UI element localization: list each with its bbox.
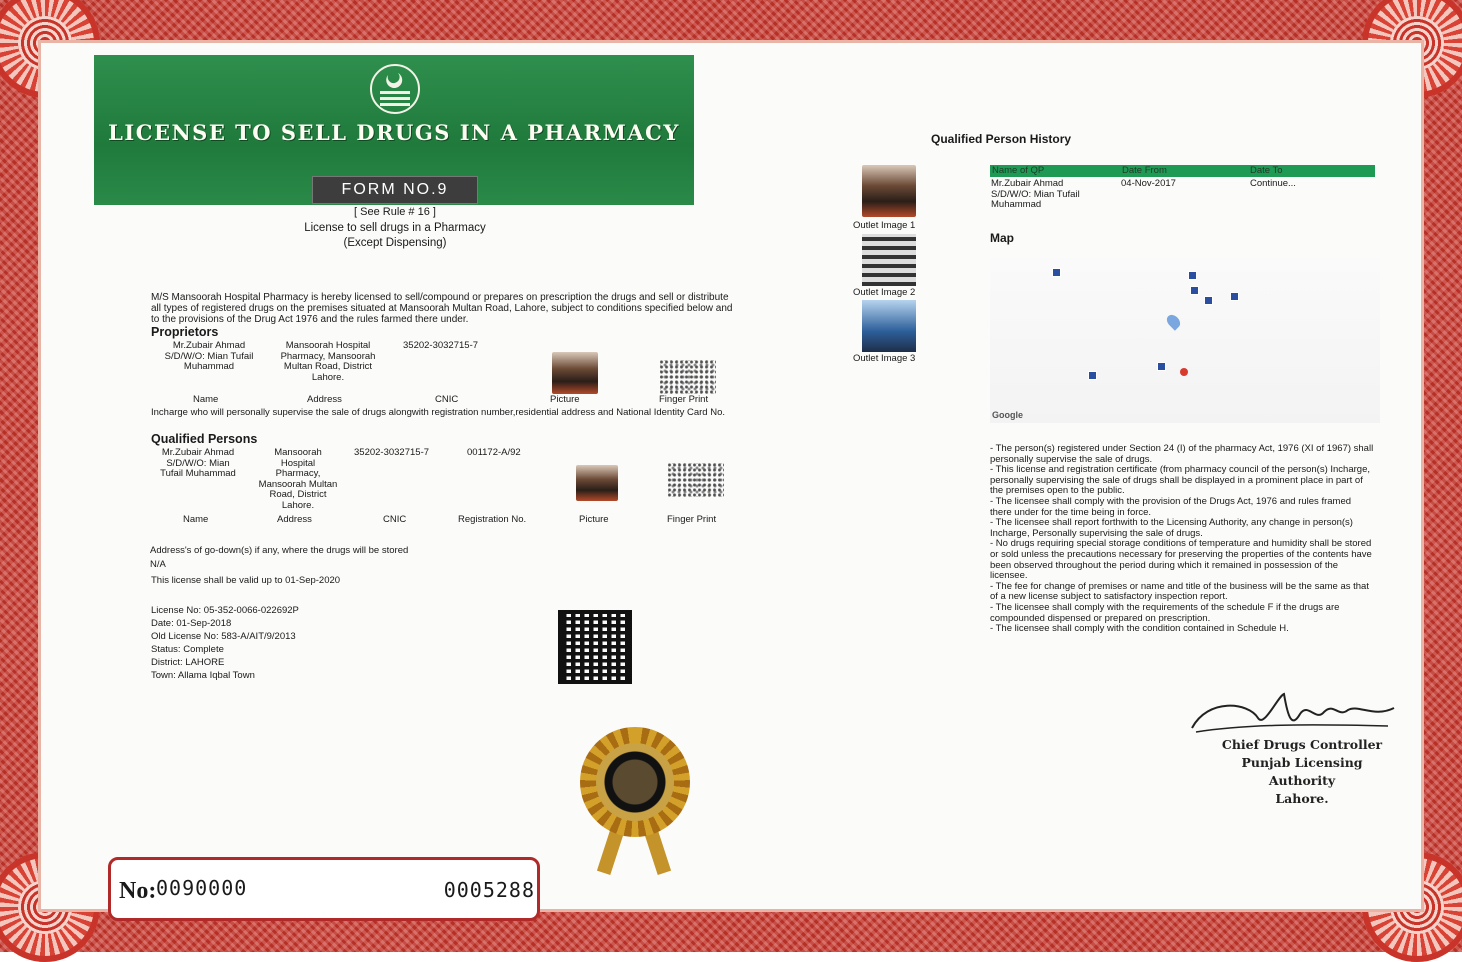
- qp-col-from: Date From: [1122, 165, 1167, 176]
- map-marker-icon[interactable]: [1204, 296, 1213, 305]
- form-number-badge: FORM NO.9: [312, 176, 478, 204]
- outlet-caption-2: Outlet Image 2: [853, 287, 916, 298]
- license-district: District: LAHORE: [151, 657, 225, 668]
- current-location-icon[interactable]: [1180, 368, 1188, 376]
- serial-number-box: [108, 857, 540, 921]
- qp-label-name: Name: [183, 514, 209, 525]
- map-marker-icon[interactable]: [1052, 268, 1061, 277]
- intro-paragraph: M/S Mansoorah Hospital Pharmacy is hereby licensed to sell/compound or prepares on prescription the drugs and sell or distribute all types of registered drugs on the premises situated at Mansoorah Multan Road, Lahore, subject to conditions specified below and to the provisions of the Drug Act 1976 and the rules farmed there under.: [151, 292, 733, 325]
- map-marker-icon[interactable]: [1088, 371, 1097, 380]
- proprietor-label-fingerprint: Finger Print: [659, 394, 709, 405]
- qp-label-address: Address: [277, 514, 312, 525]
- incharge-note: Incharge who will personally supervise the sale of drugs alongwith registration number,residential address and National Identity Card No.: [151, 407, 726, 418]
- location-map[interactable]: [990, 258, 1380, 423]
- old-license-number: Old License No: 583-A/AIT/9/2013: [151, 631, 296, 642]
- license-conditions: [990, 444, 1375, 635]
- condition-item: - This license and registration certificate (from pharmacy council of the person(s) Incharge, personally supervising the sale of drugs shall be displayed in a prominent place in part of the premises open to the public.: [990, 464, 1370, 497]
- gold-seal-icon: [580, 727, 690, 837]
- license-number: License No: 05-352-0066-022692P: [151, 605, 299, 616]
- qp-label-registration: Registration No.: [458, 514, 527, 525]
- condition-item: - The fee for change of premises or name and title of the business will be the same as that of a new license subject to satisfactory inspection report.: [990, 580, 1369, 603]
- qp-history-to: Continue...: [1250, 178, 1296, 189]
- signature-block: [1212, 736, 1392, 808]
- license-town: Town: Allama Iqbal Town: [151, 670, 255, 681]
- condition-item: - The person(s) registered under Section 24 (I) of the pharmacy Act, 1976 (XI of 1967) shall personally supervise the sale of drugs.: [990, 443, 1374, 465]
- outlet-image-3[interactable]: [862, 300, 916, 352]
- license-status: Status: Complete: [151, 644, 224, 655]
- qp-registration: 001172-A/92: [467, 447, 521, 458]
- map-title: Map: [990, 231, 1014, 245]
- proprietor-label-address: Address: [307, 394, 342, 405]
- proprietors-heading: Proprietors: [151, 325, 219, 339]
- outlet-image-1[interactable]: [862, 165, 916, 217]
- serial-value-2: 0005288: [443, 878, 535, 902]
- proprietor-label-picture: Picture: [550, 394, 580, 405]
- proprietor-cnic: 35202-3032715-7: [403, 340, 479, 351]
- outlet-caption-1: Outlet Image 1: [853, 220, 916, 231]
- qp-label-cnic: CNIC: [383, 514, 407, 525]
- google-logo: Google: [992, 410, 1023, 420]
- qp-label-picture: Picture: [579, 514, 609, 525]
- godown-value: N/A: [150, 559, 166, 570]
- punjab-emblem-icon: [366, 63, 424, 115]
- condition-item: - The licensee shall comply with the provision of the Drugs Act, 1976 and rules framed there under for the time being in force.: [990, 495, 1352, 518]
- condition-item: - The licensee shall comply with the condition contained in Schedule H.: [990, 623, 1289, 635]
- signature-city: Lahore.: [1275, 791, 1329, 806]
- godown-label: Address's of go-down(s) if any, where the drugs will be stored: [150, 545, 409, 556]
- map-marker-icon[interactable]: [1188, 271, 1197, 280]
- proprietor-fingerprint: [660, 360, 716, 394]
- qp-history-from: 04-Nov-2017: [1121, 178, 1176, 189]
- validity-text: This license shall be valid up to 01-Sep-2020: [151, 575, 341, 586]
- condition-item: - The licensee shall report forthwith to the Licensing Authority, any change in person(s) Incharge, Personally supervising the sale of drugs.: [990, 517, 1353, 539]
- qp-cnic: 35202-3032715-7: [354, 447, 430, 458]
- qp-photo: [576, 465, 618, 501]
- subtitle-line-1: License to sell drugs in a Pharmacy: [304, 222, 486, 234]
- proprietor-label-cnic: CNIC: [435, 394, 459, 405]
- serial-label: No:: [119, 878, 157, 904]
- condition-item: - The licensee shall comply with the requirements of the schedule F if the drugs are compounded dispensed or prepared on prescription.: [990, 601, 1340, 624]
- map-marker-icon[interactable]: [1230, 292, 1239, 301]
- qp-col-to: Date To: [1250, 165, 1283, 176]
- condition-item: - No drugs requiring special storage conditions of temperature and humidity shall be stored or sold unless the precautions necessary for preserving the properties of the contents have been observed throughout the period during which it remained in possession of the licensee.: [990, 538, 1372, 582]
- proprietor-address: Mansoorah Hospital Pharmacy, Mansoorah Multan Road, District Lahore.: [280, 340, 376, 383]
- proprietor-label-name: Name: [193, 394, 219, 405]
- qp-label-fingerprint: Finger Print: [667, 514, 717, 525]
- signature-authority: Punjab Licensing Authority: [1241, 755, 1363, 788]
- page-title: LICENSE TO SELL DRUGS IN A PHARMACY: [108, 120, 680, 145]
- qp-history-name: Mr.Zubair Ahmad S/D/W/O: Mian Tufail Muhammad: [991, 178, 1080, 210]
- qp-fingerprint: [668, 463, 724, 497]
- subtitle-line-2: (Except Dispensing): [343, 237, 447, 249]
- qp-name: Mr.Zubair Ahmad S/D/W/O: Mian Tufail Muhammad: [160, 447, 236, 479]
- qp-col-name: Name of QP: [992, 165, 1045, 176]
- qualified-persons-heading: Qualified Persons: [151, 432, 258, 446]
- proprietor-name: Mr.Zubair Ahmad S/D/W/O: Mian Tufail Muhammad: [164, 340, 254, 372]
- signature-title: Chief Drugs Controller: [1221, 737, 1383, 752]
- map-marker-icon[interactable]: [1190, 286, 1199, 295]
- qp-address: Mansoorah Hospital Pharmacy, Mansoorah Multan Road, District Lahore.: [258, 447, 338, 511]
- qp-history-title: Qualified Person History: [931, 132, 1072, 146]
- outlet-caption-3: Outlet Image 3: [853, 353, 916, 364]
- map-marker-icon[interactable]: [1157, 362, 1166, 371]
- see-rule: [ See Rule # 16 ]: [354, 206, 436, 218]
- signature-icon: [1188, 688, 1400, 740]
- outlet-image-2[interactable]: [862, 234, 916, 286]
- qp-history-header: [990, 165, 1375, 177]
- qr-code[interactable]: [558, 610, 632, 684]
- proprietor-photo: [552, 352, 598, 394]
- serial-value-1: 0090000: [156, 876, 248, 900]
- location-pin-icon[interactable]: [1164, 312, 1182, 330]
- license-date: Date: 01-Sep-2018: [151, 618, 232, 629]
